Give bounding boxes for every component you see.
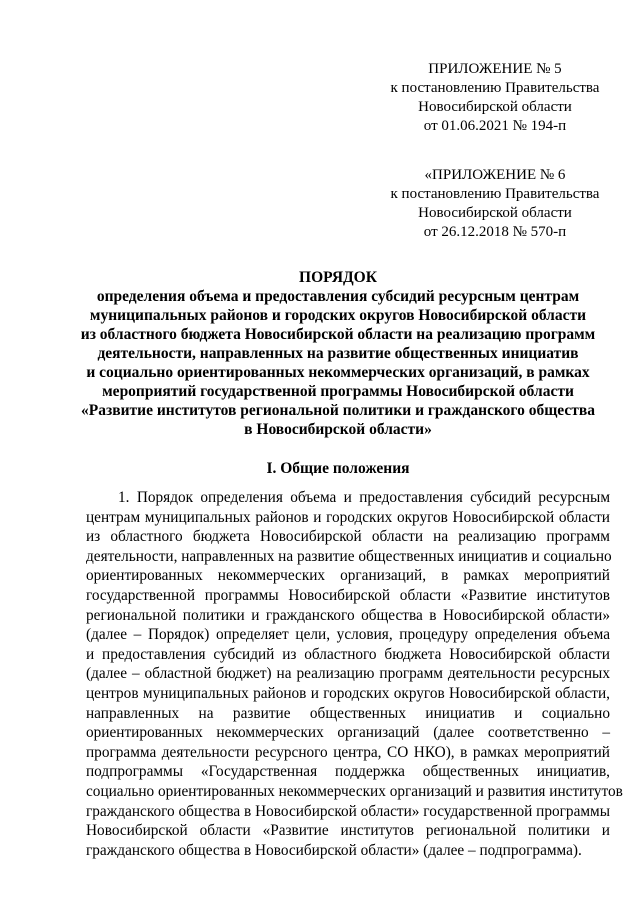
appendix-current-line-3: от 01.06.2021 № 194-п xyxy=(423,118,567,134)
document-title xyxy=(70,268,606,439)
appendix-amended-line-3: от 26.12.2018 № 570-п xyxy=(423,224,567,240)
paragraph-line: социально ориентированных некоммерческих организаций и развития институтов xyxy=(86,782,623,800)
paragraph-line: направленных на развитие общественных инициатив и социально xyxy=(86,704,610,722)
paragraph-line: ориентированных некоммерческих организаций, в рамках мероприятий xyxy=(86,567,610,585)
paragraph-line: подпрограммы «Государственная поддержка общественных инициатив, xyxy=(86,763,610,781)
paragraph-line: гражданского общества в Новосибирской области» государственной программы xyxy=(86,802,610,820)
paragraph-line: региональной политики и гражданского общества в Новосибирской области» xyxy=(86,606,610,624)
paragraph-line: центров муниципальных районов и городских округов Новосибирской области, xyxy=(86,684,610,702)
document-title-line: из областного бюджета Новосибирской области на реализацию программ xyxy=(80,326,596,343)
document-title-line: муниципальных районов и городских округов Новосибирской области xyxy=(89,307,587,324)
appendix-amended-line-1: к постановлению Правительства xyxy=(390,186,600,202)
appendix-current-block xyxy=(380,60,610,136)
appendix-amended-line-2: Новосибирской области xyxy=(418,205,572,221)
paragraph-line: программа деятельности ресурсного центра, СО НКО), в рамках мероприятий xyxy=(86,743,610,761)
paragraph-line: из областного бюджета Новосибирской области на реализацию программ xyxy=(86,528,610,546)
document-title-line: определения объема и предоставления субсидий ресурсным центрам xyxy=(96,288,580,305)
document-title-heading: ПОРЯДОК xyxy=(299,269,377,286)
document-title-line: мероприятий государственной программы Новосибирской области xyxy=(102,383,574,400)
paragraph-line: государственной программы Новосибирской области «Развитие институтов xyxy=(86,586,610,604)
document-title-line: «Развитие институтов региональной политики и гражданского общества xyxy=(81,402,595,419)
paragraph-line: деятельности, направленных на развитие общественных инициатив и социально xyxy=(86,547,612,565)
document-title-line: и социально ориентированных некоммерческих организаций, в рамках xyxy=(86,364,590,381)
paragraph-line: 1. Порядок определения объема и предоставления субсидий ресурсным xyxy=(118,489,610,506)
paragraph-line: гражданского общества в Новосибирской области» (далее – подпрограмма). xyxy=(86,841,582,859)
appendix-amended-block xyxy=(380,166,610,242)
paragraph-line: (далее – областной бюджет) на реализацию программ деятельности ресурсных xyxy=(86,665,610,683)
paragraph-line: ориентированных некоммерческих организаций (далее соответственно – xyxy=(86,724,610,742)
appendix-current-line-2: Новосибирской области xyxy=(418,99,572,115)
paragraph-line: центрам муниципальных районов и городских округов Новосибирской области xyxy=(86,508,610,526)
document-title-line: деятельности, направленных на развитие общественных инициатив xyxy=(97,345,579,362)
paragraph-line: (далее – Порядок) определяет цели, условия, процедуру определения объема xyxy=(86,626,610,644)
appendix-current-title: ПРИЛОЖЕНИЕ № 5 xyxy=(428,61,562,77)
paragraph-line: Новосибирской области «Развитие институтов региональной политики и xyxy=(86,822,610,840)
section-heading: I. Общие положения xyxy=(266,460,410,477)
paragraph-line: и предоставления субсидий из областного бюджета Новосибирской области xyxy=(86,645,610,663)
appendix-current-line-1: к постановлению Правительства xyxy=(390,80,600,96)
document-title-line: в Новосибирской области» xyxy=(244,421,432,438)
appendix-amended-title: «ПРИЛОЖЕНИЕ № 6 xyxy=(424,167,566,183)
section-paragraph xyxy=(86,488,623,860)
